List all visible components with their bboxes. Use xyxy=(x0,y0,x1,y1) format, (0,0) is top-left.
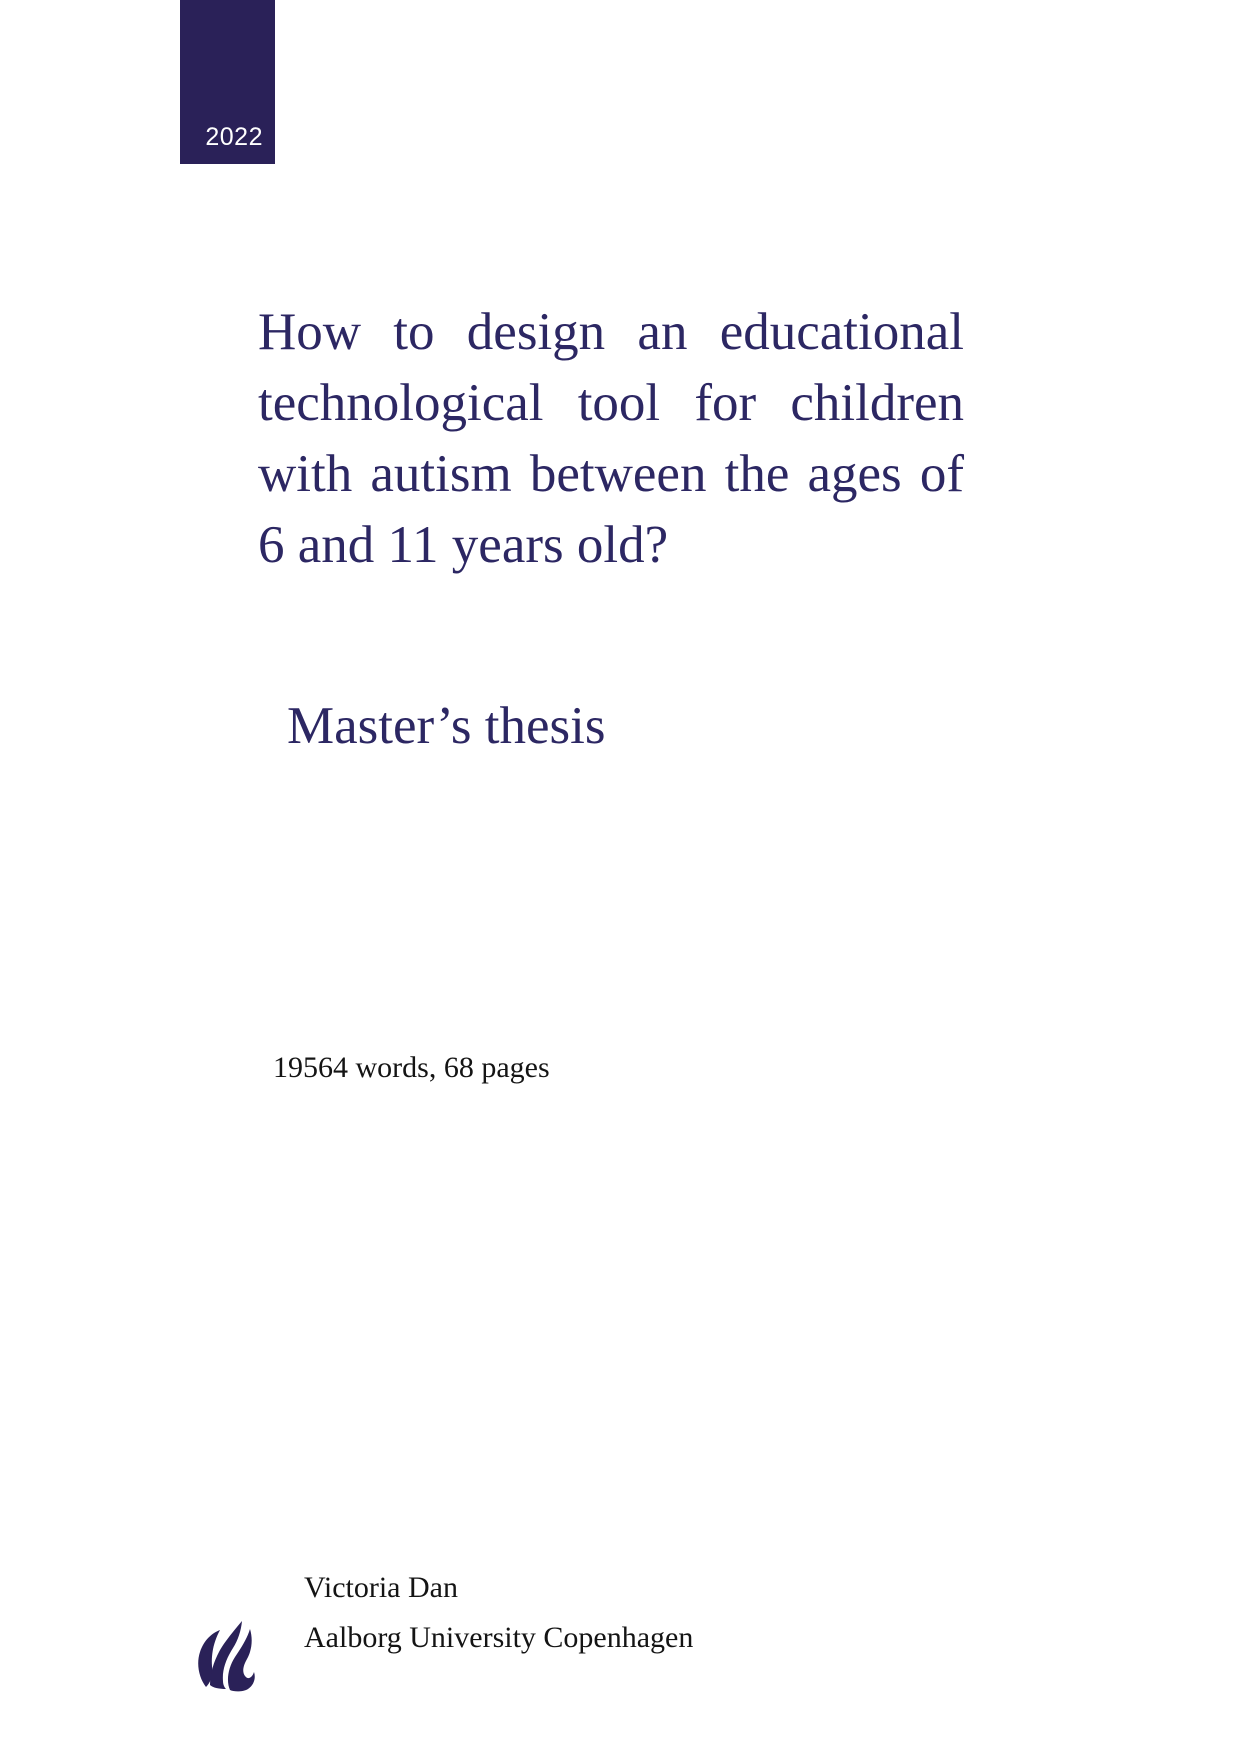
year-label: 2022 xyxy=(205,123,263,151)
year-badge xyxy=(180,0,275,164)
title-line-3: with autism between the ages of xyxy=(258,445,964,503)
title-line-4: 6 and 11 years old? xyxy=(258,516,669,574)
title-line-2: technological tool for children xyxy=(258,374,964,432)
university-name: Aalborg University Copenhagen xyxy=(304,1621,694,1654)
author-name: Victoria Dan xyxy=(304,1571,458,1604)
aalborg-university-logo-icon xyxy=(197,1621,257,1693)
word-page-count: 19564 words, 68 pages xyxy=(273,1051,550,1084)
thesis-subtitle: Master’s thesis xyxy=(287,697,606,755)
thesis-title xyxy=(258,297,964,581)
title-line-1: How to design an educational xyxy=(258,303,964,361)
